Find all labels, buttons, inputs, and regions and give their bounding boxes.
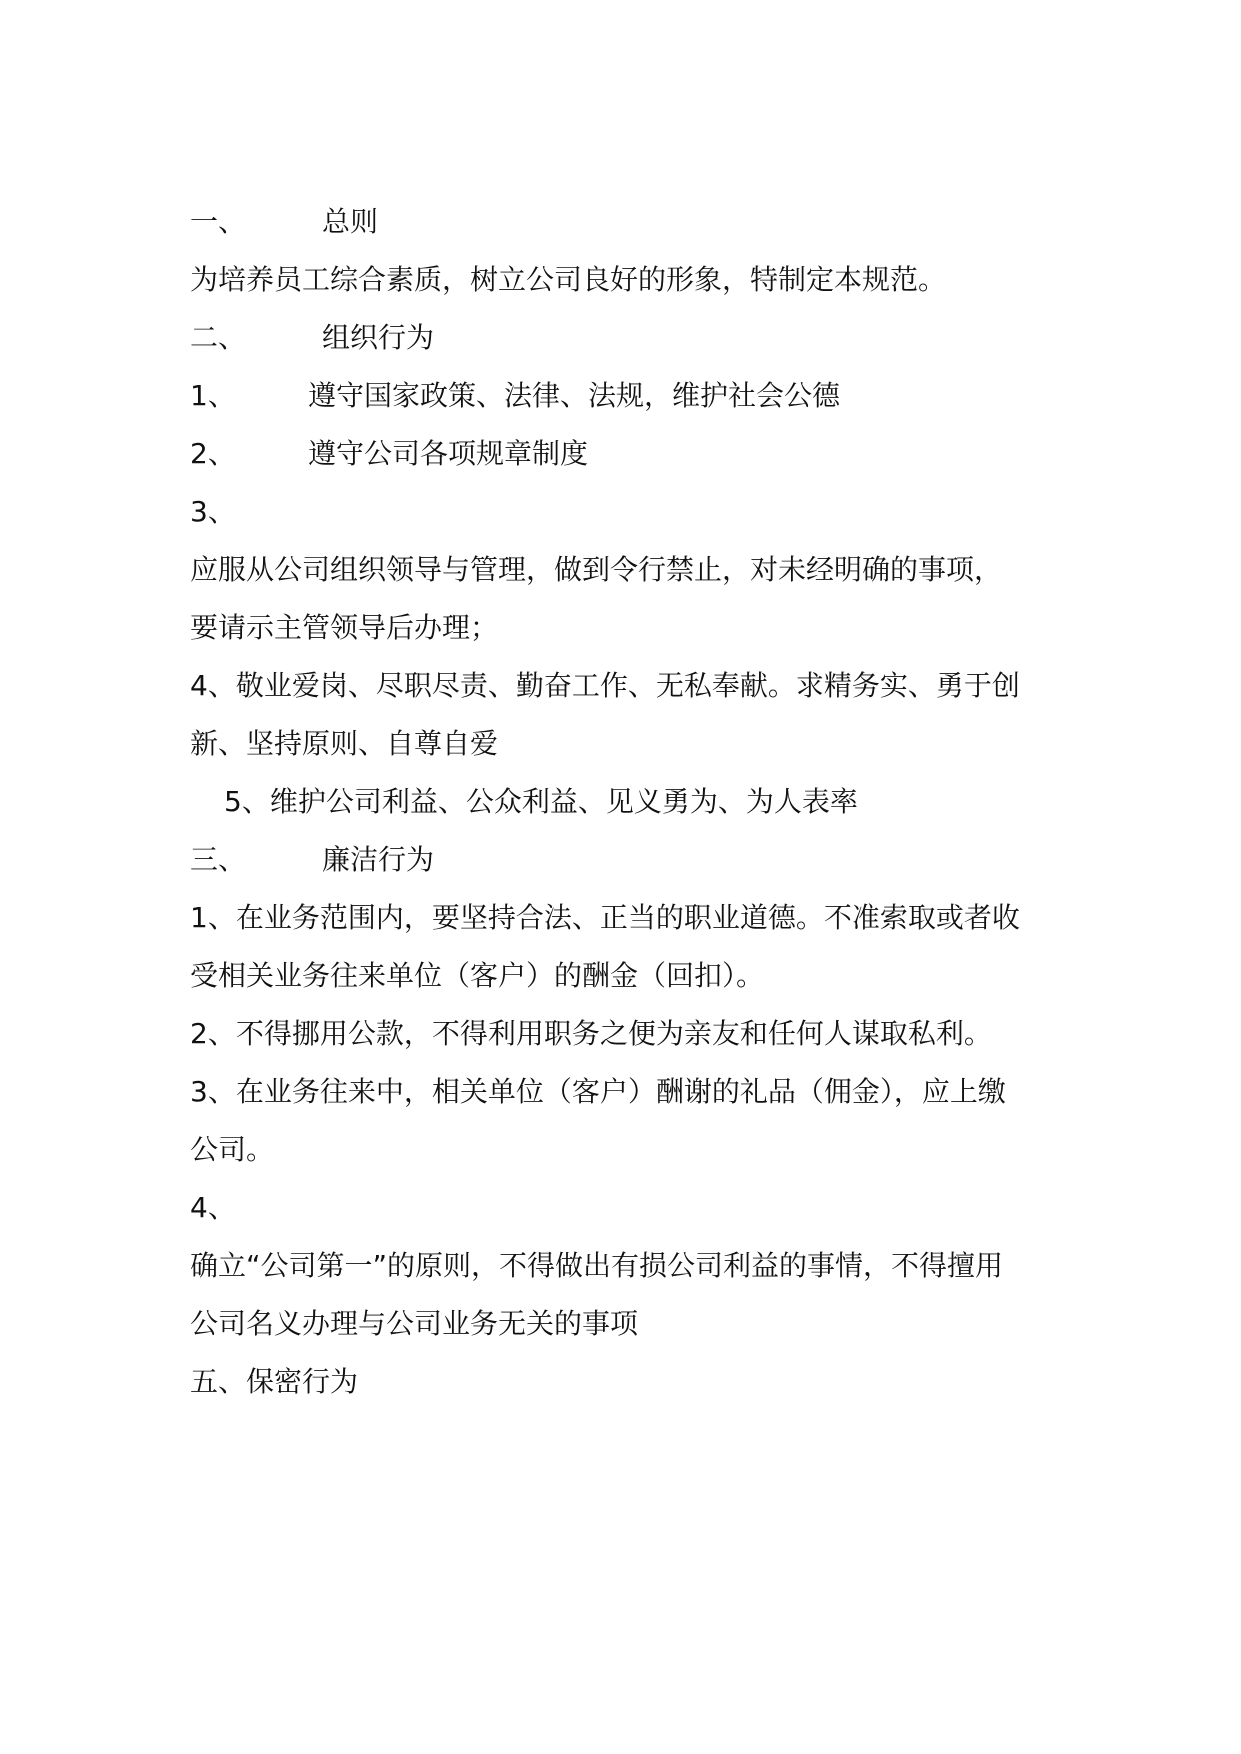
item-text-line: 公司名义办理与公司业务无关的事项: [190, 1307, 639, 1340]
section-heading-integrity: [190, 843, 434, 877]
section-number: 三、: [190, 843, 247, 876]
item-text-line: 公司。: [190, 1133, 275, 1166]
item-number: 2、: [190, 437, 236, 470]
section-heading-confidentiality: 五、保密行为: [190, 1365, 359, 1398]
general-body: 为培养员工综合素质，树立公司良好的形象，特制定本规范。: [190, 263, 947, 296]
item-number: 5、: [224, 785, 270, 818]
item-number: 1、: [190, 901, 236, 934]
section-number: 一、: [190, 205, 247, 238]
item-text-line: 在业务往来中，相关单位（客户）酬谢的礼品（佣金），应上缴: [235, 1075, 1006, 1108]
list-item: [190, 1075, 1006, 1109]
item-number: 3、: [190, 495, 236, 528]
item-text-line: 要请示主管领导后办理；: [190, 611, 499, 644]
list-item: [190, 901, 1020, 935]
item-text: 不得挪用公款，不得利用职务之便为亲友和任何人谋取私利。: [235, 1017, 992, 1050]
item-text-line: 确立“公司第一”的原则，不得做出有损公司利益的事情，不得擅用: [190, 1249, 1004, 1282]
item-text: 维护公司利益、公众利益、见义勇为、为人表率: [269, 785, 858, 818]
item-number: 4、: [190, 1191, 236, 1224]
item-text-line: 应服从公司组织领导与管理，做到令行禁止，对未经明确的事项，: [190, 553, 1003, 586]
section-title: 总则: [322, 205, 379, 238]
item-number: 1、: [190, 379, 236, 412]
item-text: 遵守公司各项规章制度: [308, 437, 589, 470]
list-item: [190, 379, 840, 413]
item-number: 2、: [190, 1017, 236, 1050]
section-heading-general: [190, 205, 378, 239]
item-text-line: 新、坚持原则、自尊自爱: [190, 727, 499, 760]
item-number: 4、: [190, 669, 236, 702]
list-item: [190, 437, 588, 471]
list-item: [190, 669, 1020, 703]
item-text: 遵守国家政策、法律、法规，维护社会公德: [308, 379, 841, 412]
item-text-line: 敬业爱岗、尽职尽责、勤奋工作、无私奉献。求精务实、勇于创: [235, 669, 1020, 702]
item-text-line: 在业务范围内，要坚持合法、正当的职业道德。不准索取或者收: [235, 901, 1020, 934]
section-heading-organization: [190, 321, 434, 355]
item-number: 3、: [190, 1075, 236, 1108]
section-title: 组织行为: [322, 321, 435, 354]
item-text-line: 受相关业务往来单位（客户）的酬金（回扣）。: [190, 959, 765, 992]
section-number: 二、: [190, 321, 247, 354]
list-item: [190, 1017, 992, 1051]
section-title: 廉洁行为: [322, 843, 435, 876]
list-item: [224, 785, 858, 819]
